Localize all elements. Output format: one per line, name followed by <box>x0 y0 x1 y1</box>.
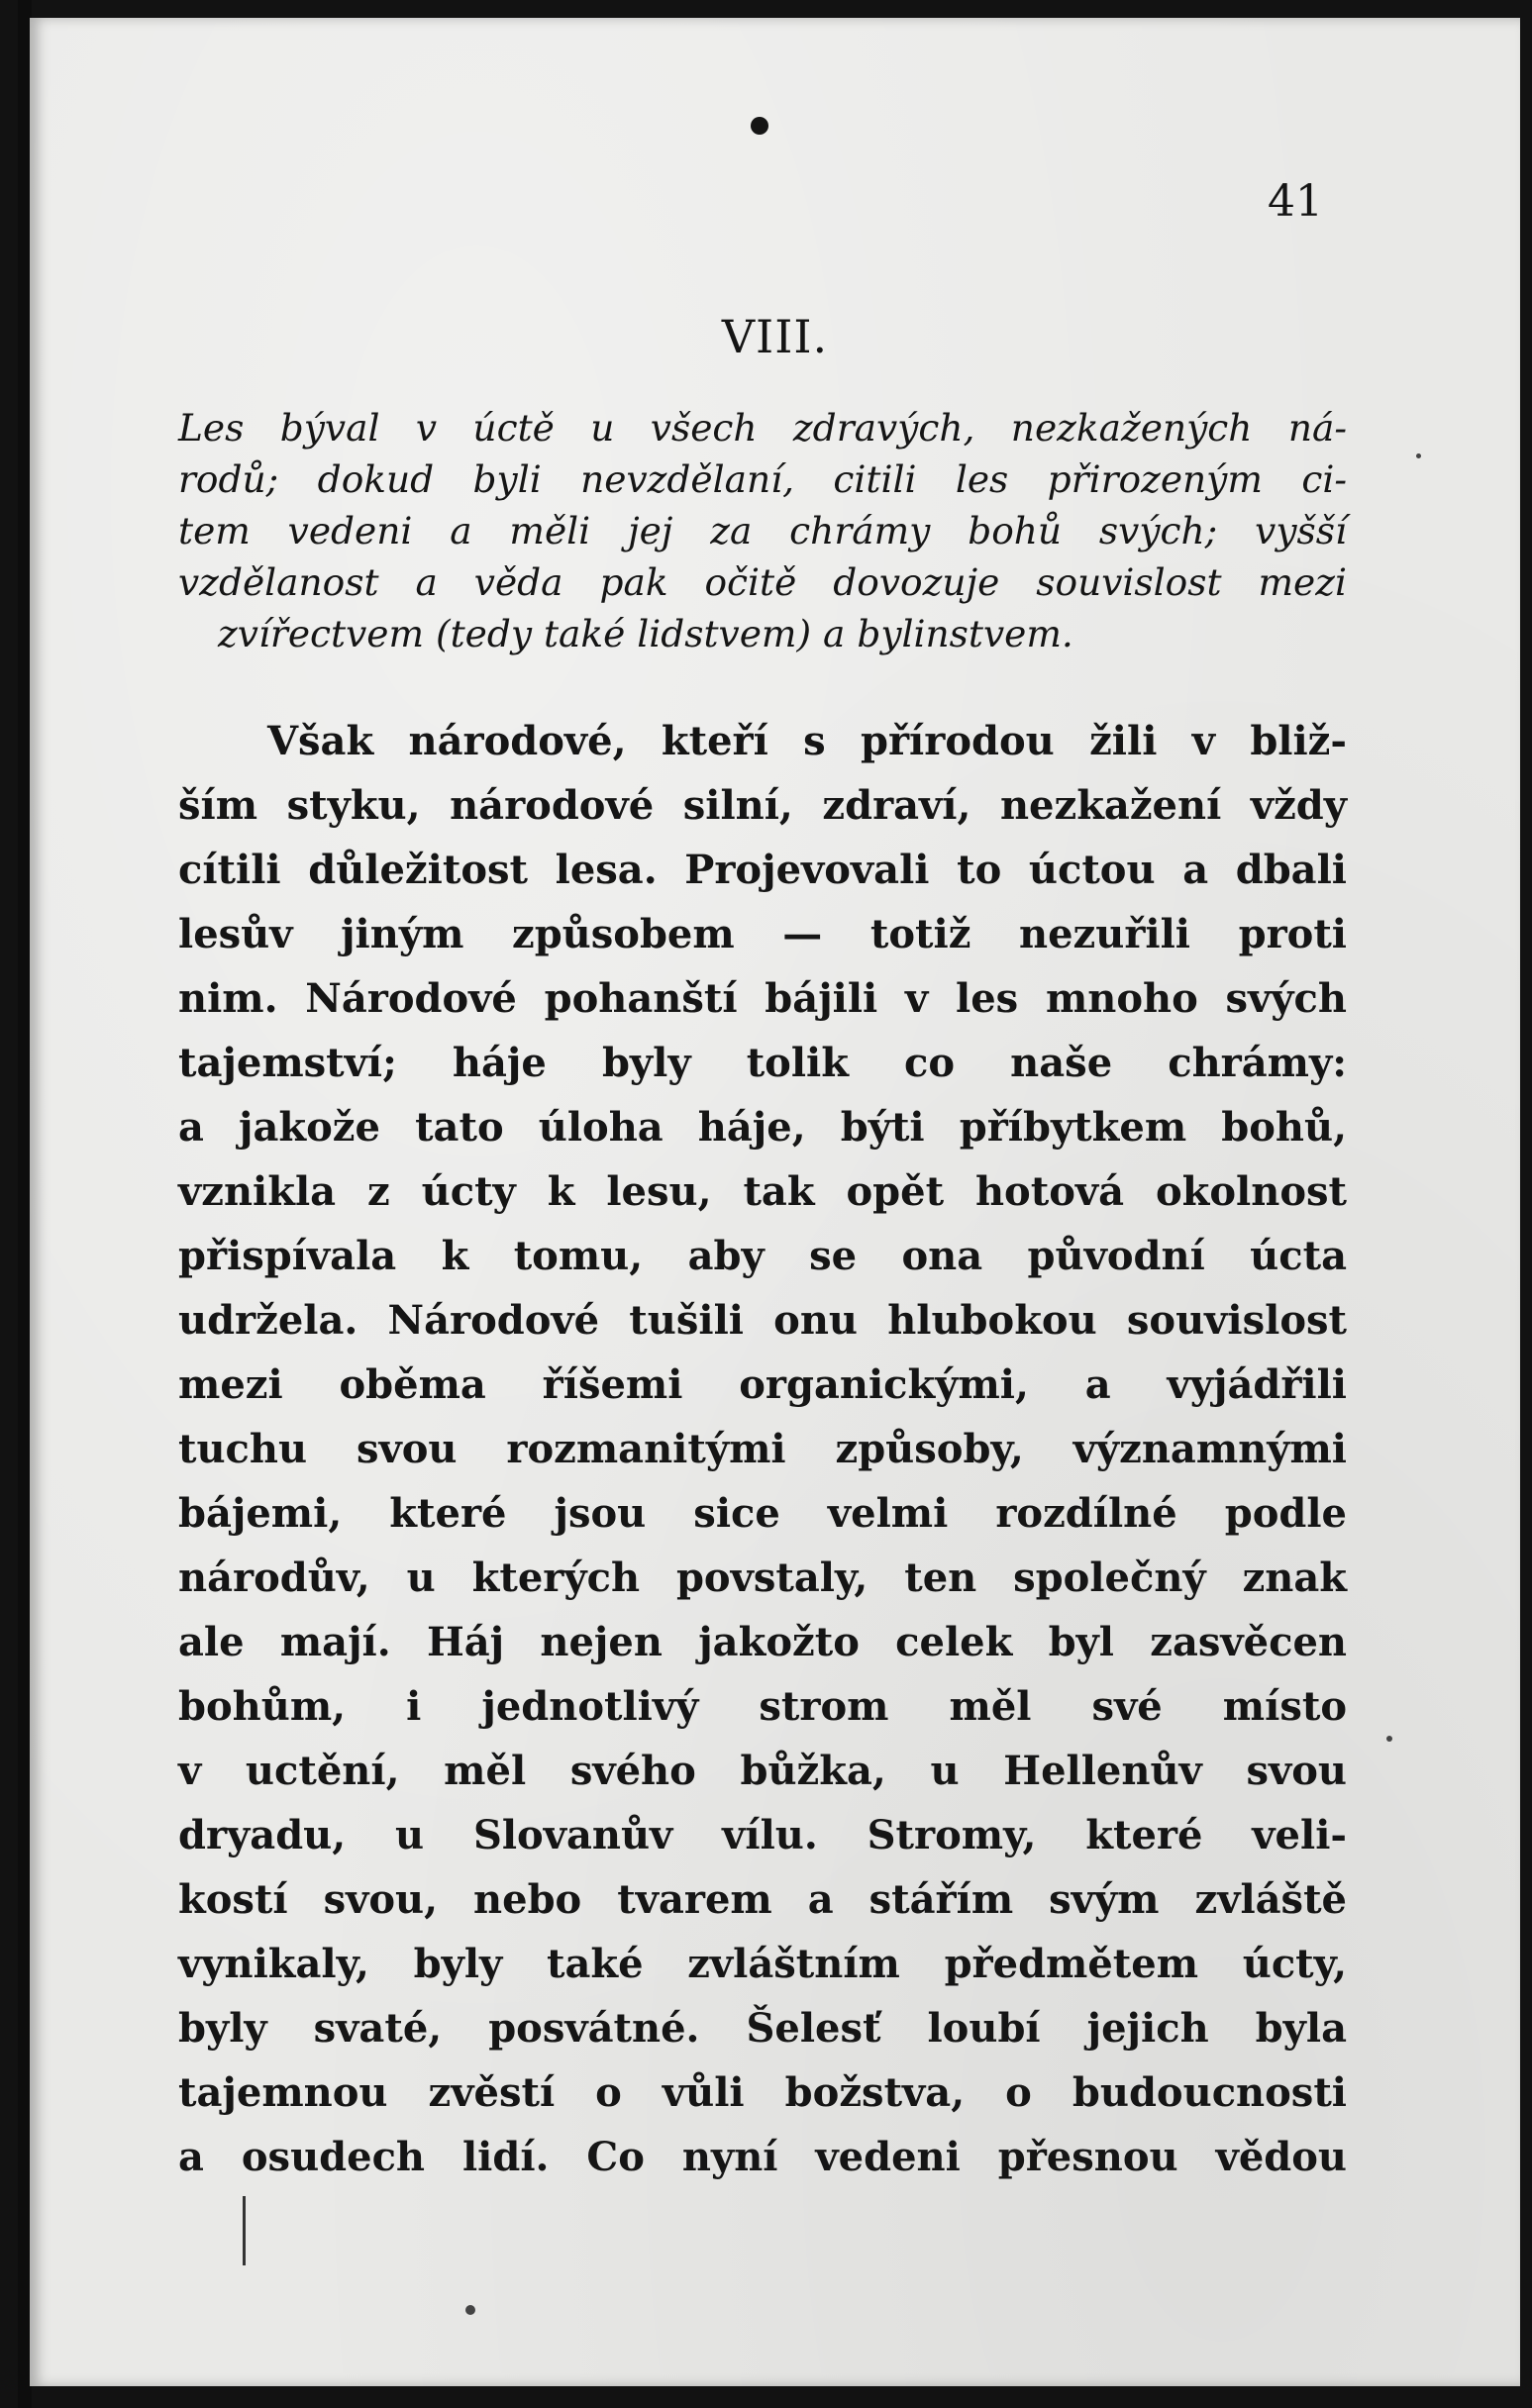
body-line: mezi oběma říšemi organickými, a vyjádřili <box>178 1361 1347 1408</box>
summary-line: tem vedeni a měli jej za chrámy bohů svých; vyšší <box>178 509 1347 552</box>
summary-line: vzdělanost a věda pak očitě dovozuje souvislost mezi <box>178 560 1347 604</box>
summary-line: zvířectvem (tedy také lidstvem) a bylinstvem. <box>218 612 1073 655</box>
body-line: ším styku, národové silní, zdraví, nezkažení vždy <box>178 782 1347 829</box>
body-line: lesův jiným způsobem — totiž nezuřili proti <box>178 911 1347 957</box>
body-line: byly svaté, posvátné. Šelesť loubí jejich byla <box>178 2005 1347 2052</box>
body-line: tuchu svou rozmanitými způsoby, významnými <box>178 1426 1347 1472</box>
book-page <box>30 18 1520 2386</box>
body-line: cítili důležitost lesa. Projevovali to úctou a dbali <box>178 847 1347 893</box>
body-line: ale mají. Háj nejen jakožto celek byl zasvěcen <box>178 1619 1347 1665</box>
body-line: kostí svou, nebo tvarem a stářím svým zvláště <box>178 1876 1347 1923</box>
body-line: Však národové, kteří s přírodou žili v bliž- <box>267 718 1347 764</box>
body-line: nim. Národové pohanští bájili v les mnoho svých <box>178 975 1347 1022</box>
body-line: národův, u kterých povstaly, ten společný znak <box>178 1555 1347 1601</box>
body-line: tajemnou zvěstí o vůli božstva, o budoucnosti <box>178 2069 1347 2116</box>
body-line: a osudech lidí. Co nyní vedeni přesnou vědou <box>178 2134 1347 2180</box>
chapter-heading: VIII. <box>721 310 829 363</box>
body-line: a jakože tato úloha háje, býti příbytkem bohů, <box>178 1104 1347 1151</box>
scan-speck <box>1416 453 1421 458</box>
body-line: přispívala k tomu, aby se ona původní úcta <box>178 1233 1347 1279</box>
body-line: vznikla z úcty k lesu, tak opět hotová okolnost <box>178 1168 1347 1215</box>
body-line: udržela. Národové tušili onu hlubokou souvislost <box>178 1297 1347 1344</box>
page-number: 41 <box>1268 176 1323 227</box>
scan-mark <box>243 2196 246 2265</box>
ink-dot <box>751 117 768 135</box>
body-line: bohům, i jednotlivý strom měl své místo <box>178 1683 1347 1730</box>
body-line: tajemství; háje byly tolik co naše chrámy: <box>178 1040 1347 1086</box>
summary-line: rodů; dokud byli nevzdělaní, citili les přirozeným ci- <box>178 457 1347 501</box>
body-line: v uctění, měl svého bůžka, u Hellenův svou <box>178 1748 1347 1794</box>
body-text <box>178 709 1347 2189</box>
summary-line: Les býval v úctě u všech zdravých, nezkažených ná- <box>178 406 1347 450</box>
body-line: bájemi, které jsou sice velmi rozdílné podle <box>178 1490 1347 1537</box>
scan-speck <box>1386 1736 1392 1742</box>
chapter-summary <box>178 402 1347 659</box>
body-line: vynikaly, byly také zvláštním předmětem úcty, <box>178 1941 1347 1987</box>
body-line: dryadu, u Slovanův vílu. Stromy, které veli- <box>178 1812 1347 1858</box>
scan-speck <box>465 2305 475 2315</box>
